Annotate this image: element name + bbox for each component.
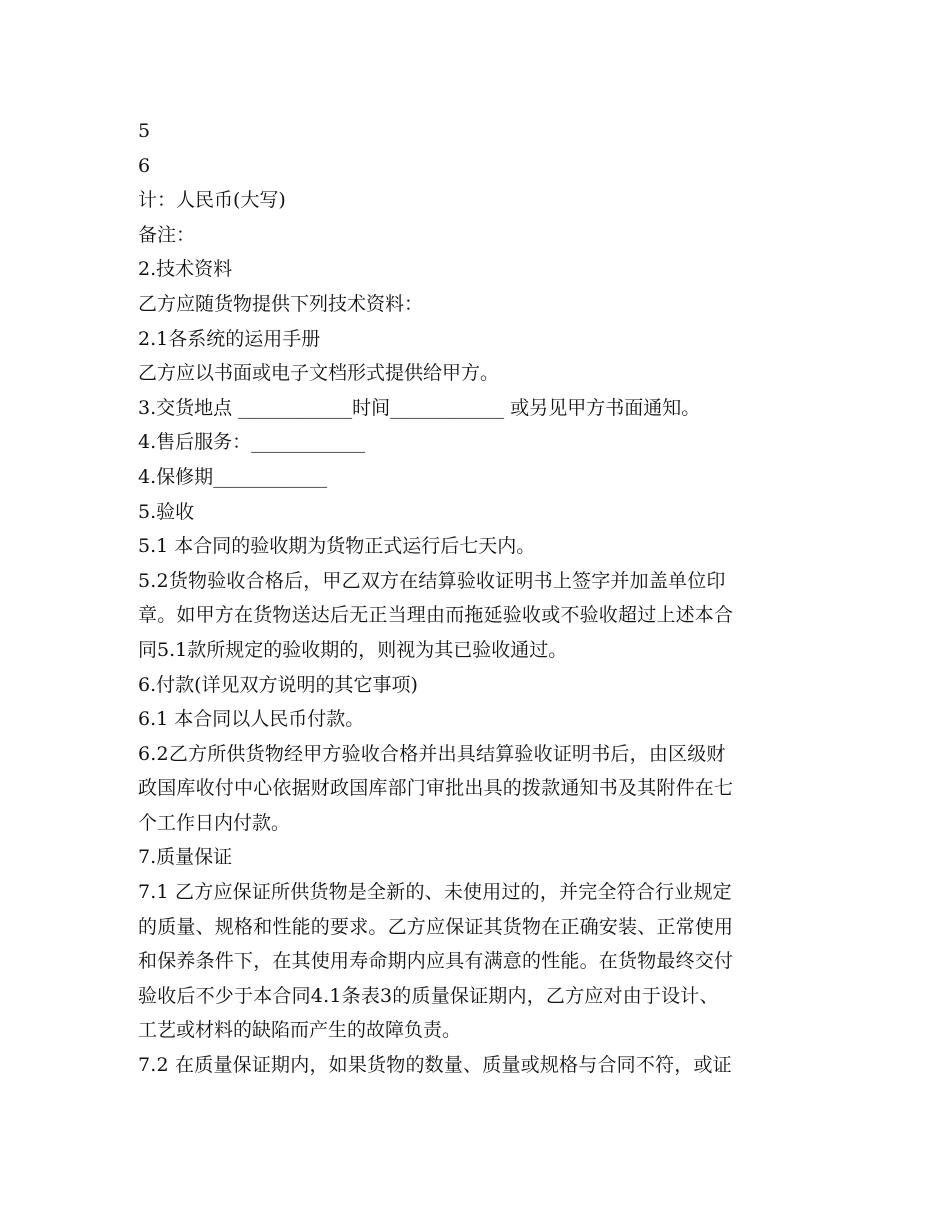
text-line: 章。如甲方在货物送达后无正当理由而拖延验收或不验收超过上述本合 [138, 604, 734, 627]
text-line: 个工作日内付款。 [138, 811, 291, 834]
text-line: 备注： [138, 223, 196, 246]
document-body [138, 114, 828, 1083]
text-line: 乙方应以书面或电子文档形式提供给甲方。 [138, 362, 500, 385]
text-line: 计：人民币(大写) [138, 189, 286, 212]
text-line: 7.1 乙方应保证所供货物是全新的、未使用过的，并完全符合行业规定 [138, 881, 732, 904]
text-line: 6.1 本合同以人民币付款。 [138, 708, 365, 731]
text-line: 2.1各系统的运用手册 [138, 327, 321, 350]
delivery-line: 3.交货地点 ____________时间____________ 或另见甲方书面通知。 [138, 396, 701, 419]
warranty-period-line: 4.保修期____________ [138, 465, 328, 488]
text-line: 和保养条件下，在其使用寿命期内应具有满意的性能。在货物最终交付 [138, 950, 734, 973]
text-line: 5 [138, 120, 151, 142]
text-line: 6 [138, 154, 151, 177]
text-line: 验收后不少于本合同4.1条表3的质量保证期内，乙方应对由于设计、 [138, 984, 719, 1007]
section-heading: 5.验收 [138, 500, 195, 523]
text-line: 5.1 本合同的验收期为货物正式运行后七天内。 [138, 535, 536, 558]
section-heading: 6.付款(详见双方说明的其它事项) [138, 673, 418, 696]
text-line: 6.2乙方所供货物经甲方验收合格并出具结算验收证明书后，由区级财 [138, 742, 726, 765]
text-line: 5.2货物验收合格后，甲乙双方在结算验收证明书上签字并加盖单位印 [138, 569, 726, 592]
text-line: 的质量、规格和性能的要求。乙方应保证其货物在正确安装、正常使用 [138, 915, 734, 938]
after-sales-line: 4.售后服务：____________ [138, 431, 366, 454]
text-line: 工艺或材料的缺陷而产生的故障负责。 [138, 1019, 462, 1042]
text-line: 7.2 在质量保证期内，如果货物的数量、质量或规格与合同不符，或证 [138, 1054, 732, 1077]
text-line: 乙方应随货物提供下列技术资料： [138, 292, 424, 315]
section-heading: 7.质量保证 [138, 846, 233, 869]
section-heading: 2.技术资料 [138, 258, 233, 281]
text-line: 政国库收付中心依据财政国库部门审批出具的拨款通知书及其附件在七 [138, 777, 734, 800]
text-line: 同5.1款所规定的验收期的，则视为其已验收通过。 [138, 638, 568, 661]
